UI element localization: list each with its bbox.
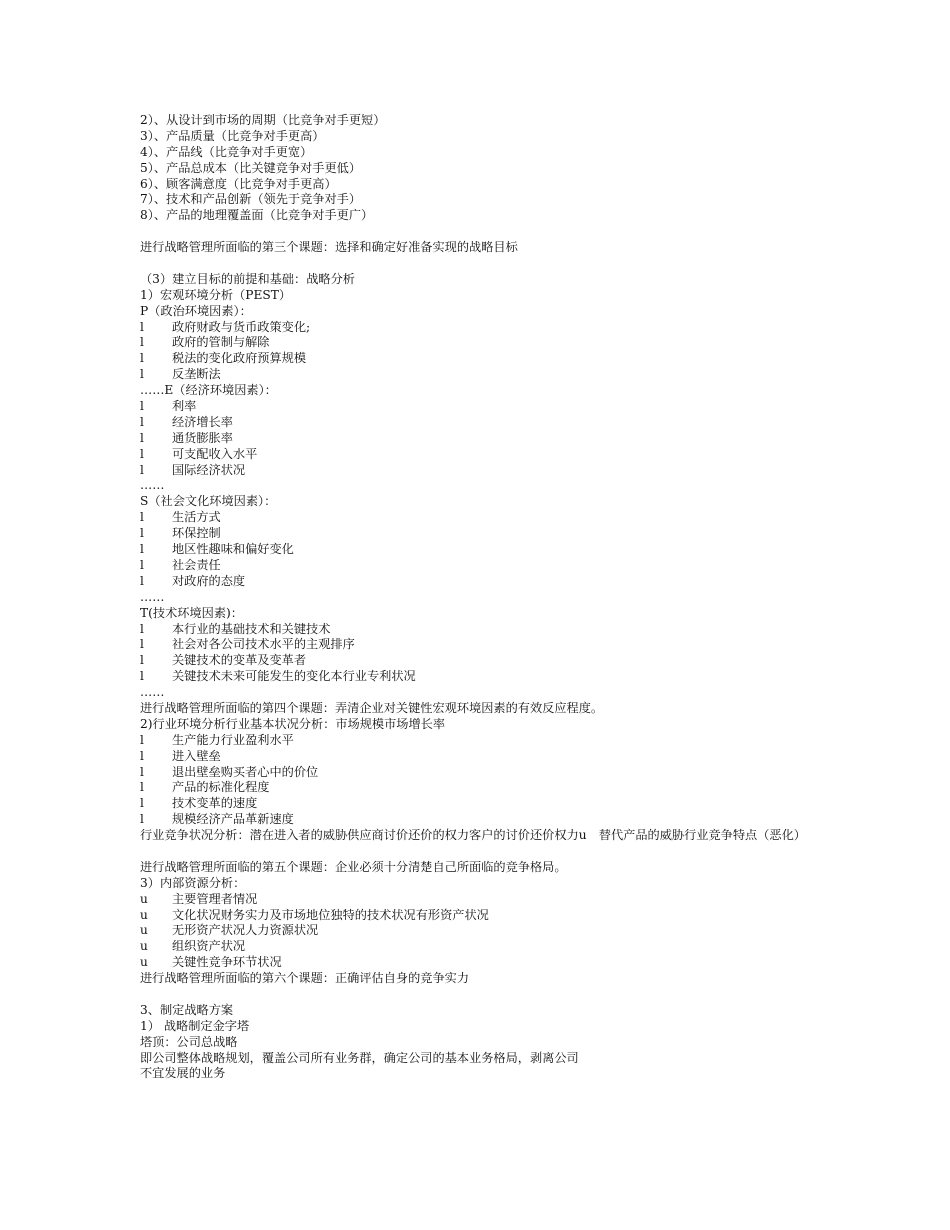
bullet-item (140, 399, 820, 415)
bullet-item (140, 796, 820, 812)
bullet-text: 反垄断法 (172, 367, 221, 382)
bullet-marker: l (140, 414, 144, 429)
bullet-item (140, 526, 820, 542)
text-line: …… (140, 589, 165, 604)
bullet-marker: l (140, 812, 144, 827)
text-line: 塔顶：公司总战略 (140, 1034, 238, 1049)
bullet-item (140, 749, 820, 765)
text-line: 行业竞争状况分析：潜在进入者的威胁供应商讨价还价的权力客户的讨价还价权力u 替代产品的威胁行业竞争特点（恶化） (140, 828, 806, 843)
bullet-marker: l (140, 430, 144, 445)
text-line: 即公司整体战略规划，覆盖公司所有业务群，确定公司的基本业务格局，剥离公司 (140, 1050, 579, 1065)
bullet-text: 规模经济产品革新速度 (172, 812, 294, 827)
bullet-item (140, 463, 820, 479)
bullet-text: 组织资产状况 (172, 939, 246, 954)
bullet-item (140, 542, 820, 558)
bullet-item (140, 447, 820, 463)
bullet-text: 生产能力行业盈利水平 (172, 732, 294, 747)
bullet-item (140, 653, 820, 669)
bullet-marker: u (140, 907, 148, 922)
text-line: P（政治环境因素）： (140, 303, 252, 318)
blank-line (140, 987, 820, 1003)
bullet-item (140, 335, 820, 351)
text-line: …… (140, 685, 165, 700)
bullet-text: 关键技术未来可能发生的变化本行业专利状况 (172, 669, 416, 684)
bullet-marker: l (140, 510, 144, 525)
bullet-item (140, 320, 820, 336)
bullet-marker: l (140, 399, 144, 414)
bullet-text: 社会责任 (172, 557, 221, 572)
bullet-item (140, 939, 820, 955)
bullet-text: 文化状况财务实力及市场地位独特的技术状况有形资产状况 (172, 907, 489, 922)
bullet-item (140, 923, 820, 939)
bullet-marker: l (140, 557, 144, 572)
bullet-marker: l (140, 732, 144, 747)
text-line: 进行战略管理所面临的第五个课题：企业必须十分清楚自己所面临的竞争格局。 (140, 859, 567, 874)
bullet-text: 关键技术的变革及变革者 (172, 653, 307, 668)
bullet-marker: u (140, 955, 148, 970)
bullet-item (140, 637, 820, 653)
text-line: ……E（经济环境因素）： (140, 383, 277, 398)
bullet-marker: l (140, 796, 144, 811)
text-line: 2)行业环境分析行业基本状况分析：市场规模市场增长率 (140, 716, 446, 731)
bullet-text: 国际经济状况 (172, 462, 246, 477)
text-line: 不宜发展的业务 (140, 1066, 226, 1081)
bullet-text: 政府财政与货币政策变化; (172, 319, 311, 334)
bullet-marker: l (140, 748, 144, 763)
text-line: 7）、技术和产品创新（领先于竞争对手） (140, 192, 362, 207)
bullet-marker: l (140, 669, 144, 684)
bullet-marker: l (140, 351, 144, 366)
bullet-marker: l (140, 621, 144, 636)
bullet-text: 产品的标准化程度 (172, 780, 270, 795)
bullet-marker: l (140, 780, 144, 795)
bullet-item (140, 351, 820, 367)
bullet-text: 技术变革的速度 (172, 796, 258, 811)
bullet-item (140, 574, 820, 590)
bullet-item (140, 765, 820, 781)
text-line: …… (140, 478, 165, 493)
bullet-text: 生活方式 (172, 510, 221, 525)
text-line: 2）、从设计到市场的周期（比竞争对手更短） (140, 113, 386, 127)
bullet-item (140, 908, 820, 924)
text-line: 3、制定战略方案 (140, 1002, 234, 1017)
bullet-item (140, 669, 820, 685)
bullet-item (140, 558, 820, 574)
text-line: T(技术环境因素)： (140, 605, 243, 620)
bullet-text: 主要管理者情况 (172, 891, 258, 906)
text-line: 进行战略管理所面临的第六个课题：正确评估自身的竞争实力 (140, 971, 470, 986)
text-line: 1）宏观环境分析（PEST） (140, 287, 292, 302)
text-line: 3）内部资源分析： (140, 875, 246, 890)
bullet-marker: l (140, 637, 144, 652)
bullet-text: 社会对各公司技术水平的主观排序 (172, 637, 355, 652)
bullet-text: 进入壁垒 (172, 748, 221, 763)
bullet-item (140, 892, 820, 908)
bullet-marker: l (140, 542, 144, 557)
text-line: 4）、产品线（比竞争对手更宽） (140, 144, 313, 159)
bullet-marker: u (140, 923, 148, 938)
bullet-text: 通货膨胀率 (172, 430, 233, 445)
text-line: 3）、产品质量（比竞争对手更高） (140, 128, 325, 143)
text-line: 进行战略管理所面临的第三个课题：选择和确定好准备实现的战略目标 (140, 240, 518, 255)
bullet-marker: l (140, 335, 144, 350)
text-line: S（社会文化环境因素）： (140, 494, 277, 509)
bullet-item (140, 955, 820, 971)
bullet-item (140, 431, 820, 447)
bullet-text: 可支配收入水平 (172, 446, 258, 461)
text-line: 6）、顾客满意度（比竞争对手更高） (140, 176, 337, 191)
bullet-text: 无形资产状况人力资源状况 (172, 923, 319, 938)
bullet-item (140, 415, 820, 431)
blank-line (140, 256, 820, 272)
text-line: 进行战略管理所面临的第四个课题：弄清企业对关键性宏观环境因素的有效反应程度。 (140, 700, 604, 715)
bullet-marker: l (140, 526, 144, 541)
bullet-text: 利率 (172, 399, 197, 414)
blank-line (140, 224, 820, 240)
blank-line (140, 844, 820, 860)
text-line: （3）建立目标的前提和基础：战略分析 (140, 271, 355, 286)
bullet-item (140, 812, 820, 828)
bullet-item (140, 780, 820, 796)
bullet-item (140, 622, 820, 638)
bullet-marker: u (140, 891, 148, 906)
bullet-text: 经济增长率 (172, 414, 233, 429)
bullet-text: 地区性趣味和偏好变化 (172, 542, 294, 557)
bullet-item (140, 367, 820, 383)
bullet-item (140, 733, 820, 749)
bullet-marker: l (140, 653, 144, 668)
bullet-text: 环保控制 (172, 526, 221, 541)
bullet-marker: l (140, 462, 144, 477)
bullet-marker: l (140, 764, 144, 779)
bullet-marker: l (140, 367, 144, 382)
bullet-text: 关键性竞争环节状况 (172, 955, 282, 970)
text-line: 1） 战略制定金字塔 (140, 1018, 250, 1033)
bullet-text: 本行业的基础技术和关键技术 (172, 621, 331, 636)
bullet-text: 对政府的态度 (172, 573, 246, 588)
bullet-text: 退出壁垒购买者心中的价位 (172, 764, 319, 779)
text-line: 5）、产品总成本（比关键竞争对手更低） (140, 160, 362, 175)
bullet-marker: l (140, 573, 144, 588)
bullet-marker: l (140, 319, 144, 334)
bullet-marker: l (140, 446, 144, 461)
document-page (140, 113, 820, 1082)
bullet-item (140, 510, 820, 526)
bullet-text: 政府的管制与解除 (172, 335, 270, 350)
bullet-marker: u (140, 939, 148, 954)
bullet-text: 税法的变化政府预算规模 (172, 351, 307, 366)
text-line: 8）、产品的地理覆盖面（比竞争对手更广） (140, 208, 374, 223)
